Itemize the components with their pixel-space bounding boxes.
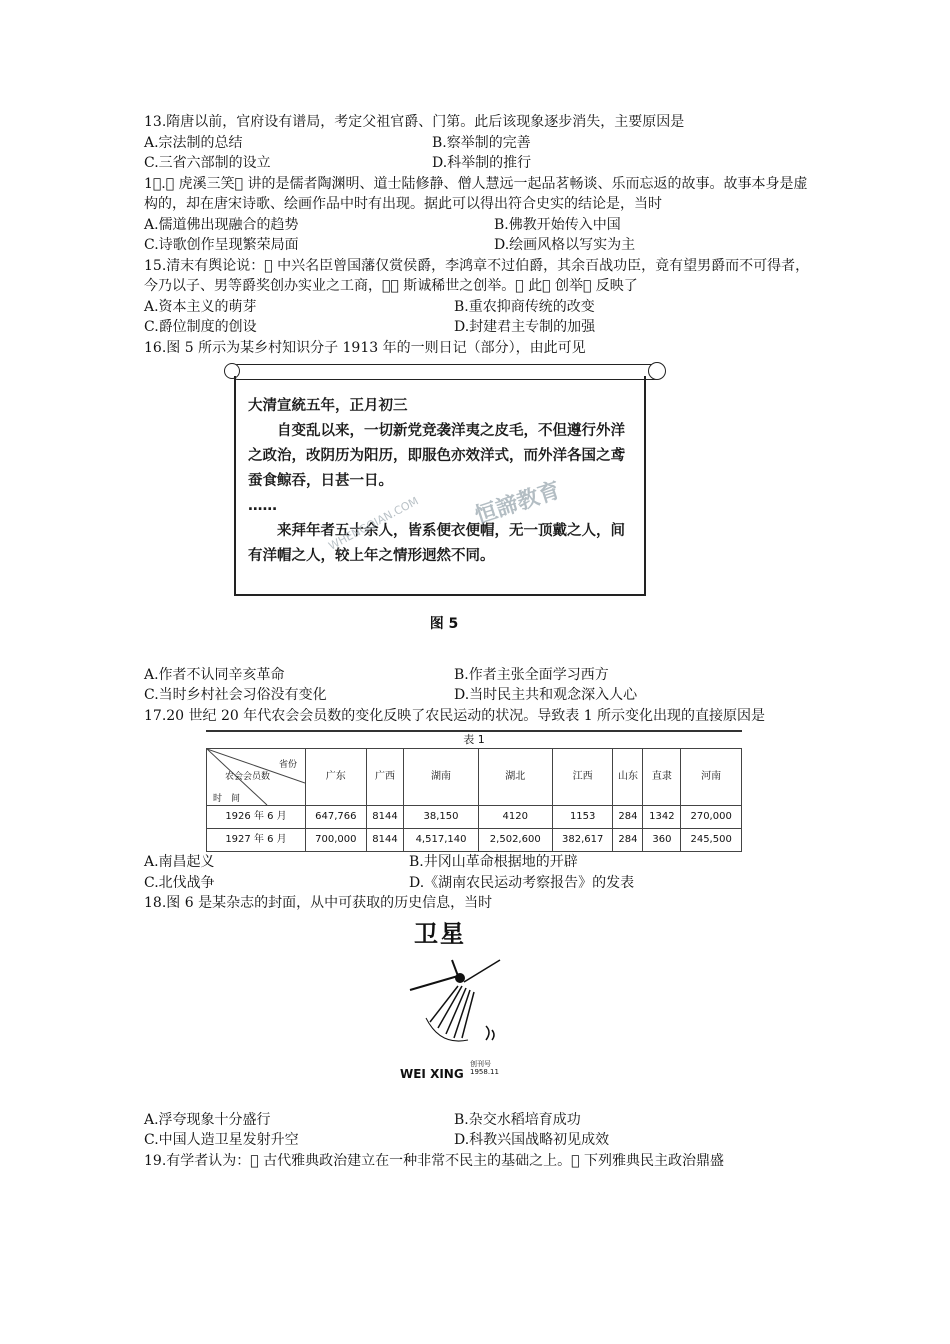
- option-c[interactable]: C.当时乡村社会习俗没有变化: [144, 687, 327, 703]
- diary-ellipsis: ……: [248, 498, 277, 514]
- scroll-curl-right: [648, 362, 666, 380]
- option-b[interactable]: B.杂交水稻培育成功: [454, 1111, 581, 1128]
- option-a[interactable]: A.资本主义的萌芽: [144, 298, 257, 315]
- table-cell: 4,517,140: [404, 829, 478, 852]
- diary-paragraph-1: 自变乱以来，一切新党竞袭洋夷之皮毛，不但遵行外洋之政治，改阴历为阳历，即服色亦效洋式，而外洋各国之鸢蚕食鲸吞，日甚一日。: [248, 423, 625, 489]
- table-cell: 4120: [478, 806, 552, 829]
- diary-text: [248, 394, 628, 569]
- table-cell: 8144: [366, 806, 404, 829]
- watermark: 恒諦教育: [472, 478, 564, 530]
- option-d[interactable]: D.科教兴国战略初见成效: [454, 1132, 610, 1148]
- table-cell: 38,150: [404, 806, 478, 829]
- option-a[interactable]: A.作者不认同辛亥革命: [144, 666, 285, 683]
- header-province: 湖南: [404, 749, 478, 806]
- question-16: 16.图 5 所示为某乡村知识分子 1913 年的一则日记（部分），由此可见: [144, 339, 586, 356]
- diary-title: 大清宣統五年，正月初三: [248, 398, 408, 414]
- corner-members-label: 农会会员数: [225, 772, 271, 782]
- watermark-en: WHENGQIAN.COM: [326, 494, 421, 553]
- table-cell: 360: [643, 829, 681, 852]
- row-time: 1926 年 6 月: [207, 806, 306, 829]
- header-province: 湖北: [478, 749, 552, 806]
- option-d[interactable]: D.科举制的推行: [432, 155, 532, 171]
- magazine-issue-label: 创刊号: [470, 1059, 491, 1068]
- table-cell: 1153: [552, 806, 613, 829]
- table-corner: [207, 749, 306, 806]
- table-cell: 284: [613, 829, 643, 852]
- corner-province-label: 省份: [278, 760, 297, 770]
- figure-5-caption: 图 5: [429, 616, 459, 632]
- table-header-row: [207, 749, 742, 806]
- table-cell: 245,500: [681, 829, 742, 852]
- membership-table: [206, 748, 742, 852]
- row-time: 1927 年 6 月: [207, 829, 306, 852]
- header-province: 山东: [613, 749, 643, 806]
- option-b[interactable]: B.察举制的完善: [432, 134, 531, 151]
- option-d[interactable]: D.绘画风格以写实为主: [494, 237, 636, 253]
- satellite-rice-illustration: [400, 956, 510, 1060]
- question-18-options: [144, 1110, 812, 1151]
- diary-figure: [224, 364, 664, 604]
- option-b[interactable]: B.作者主张全面学习西方: [454, 666, 609, 683]
- header-province: 江西: [552, 749, 613, 806]
- corner-time-label: 时 间: [213, 794, 241, 804]
- option-c[interactable]: C.北伐战争: [144, 874, 215, 891]
- magazine-name: WEI XING: [400, 1066, 464, 1081]
- option-d[interactable]: D.当时民主共和观念深入人心: [454, 687, 638, 703]
- question-14: 1􏰀.􏰀 虎溪三笑􏰀 讲的是儒者陶渊明、道士陆修静、僧人慧远一起品茗畅谈、乐而忘返的故事。故事本身是虚构的，却在唐宋诗歌、绘画作品中时有出现。据此可以得出符合史实的结论是，当时: [144, 175, 808, 212]
- option-c[interactable]: C.诗歌创作呈现繁荣局面: [144, 237, 299, 253]
- header-province: 直隶: [643, 749, 681, 806]
- table-cell: 2,502,600: [478, 829, 552, 852]
- magazine-date: [470, 1060, 499, 1076]
- question-18: 18.图 6 是某杂志的封面，从中可获取的历史信息，当时: [144, 895, 493, 911]
- table-cell: 382,617: [552, 829, 613, 852]
- option-b[interactable]: B.井冈山革命根据地的开辟: [409, 854, 578, 870]
- header-province: 河南: [681, 749, 742, 806]
- table-1: [206, 730, 742, 852]
- table-row: [207, 829, 742, 852]
- table-row: [207, 806, 742, 829]
- question-17-options: [144, 852, 812, 893]
- table-cell: 1342: [643, 806, 681, 829]
- magazine-cover: [400, 920, 510, 1090]
- option-c[interactable]: C.三省六部制的设立: [144, 155, 271, 171]
- header-province: 广西: [366, 749, 404, 806]
- question-15: 15.清末有舆论说：􏰀 中兴名臣曾国藩仅赏侯爵，李鸿章不过伯爵，其余百战功臣，竟有望男爵而不可得者，今乃以子、男等爵奖创办实业之工商，􏰀􏰀 斯诚稀世之创举。􏰀 此􏰀 创举􏰀 反映了: [144, 257, 810, 294]
- option-d[interactable]: D.封建君主专制的加强: [454, 319, 596, 335]
- exam-page: [144, 112, 812, 1171]
- option-a[interactable]: A.浮夸现象十分盛行: [144, 1111, 271, 1128]
- option-a[interactable]: A.宗法制的总结: [144, 134, 243, 151]
- question-17: 17.20 世纪 20 年代农会会员数的变化反映了农民运动的状况。导致表 1 所示变化出现的直接原因是: [144, 707, 766, 724]
- option-c[interactable]: C.爵位制度的创设: [144, 319, 257, 335]
- table-title: 表 1: [206, 730, 742, 748]
- option-b[interactable]: B.佛教开始传入中国: [494, 216, 621, 233]
- question-16-options: [144, 665, 812, 706]
- option-a[interactable]: A.儒道佛出现融合的趋势: [144, 216, 299, 233]
- question-13-options: [144, 133, 812, 174]
- table-cell: 647,766: [306, 806, 367, 829]
- table-cell: 284: [613, 806, 643, 829]
- table-cell: 270,000: [681, 806, 742, 829]
- question-13: 13.隋唐以前，官府设有谱局，考定父祖官爵、门第。此后该现象逐步消失，主要原因是: [144, 114, 685, 130]
- option-d[interactable]: D.《湖南农民运动考察报告》的发表: [409, 874, 635, 891]
- question-15-options: [144, 297, 812, 338]
- option-c[interactable]: C.中国人造卫星发射升空: [144, 1132, 299, 1148]
- table-cell: 700,000: [306, 829, 367, 852]
- question-19: 19.有学者认为：􏰀 古代雅典政治建立在一种非常不民主的基础之上。􏰀 下列雅典民主政治鼎盛: [144, 1152, 724, 1169]
- table-cell: 8144: [366, 829, 404, 852]
- option-b[interactable]: B.重农抑商传统的改变: [454, 298, 595, 315]
- option-a[interactable]: A.南昌起义: [144, 854, 215, 870]
- question-14-options: [144, 215, 812, 256]
- magazine-issue-date: 1958.11: [470, 1067, 499, 1076]
- header-province: 广东: [306, 749, 367, 806]
- diary-paragraph-2: 来拜年者五十余人，皆系便衣便帽，无一顶戴之人，间有洋帽之人，较上年之情形迥然不同。: [248, 523, 625, 564]
- magazine-title: 卫星: [414, 919, 466, 948]
